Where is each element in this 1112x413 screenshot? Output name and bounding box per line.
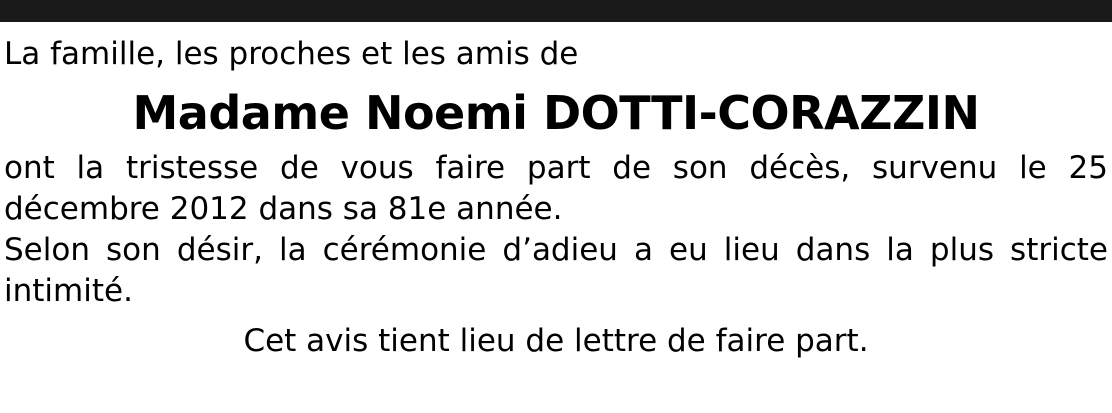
closing-line: Cet avis tient lieu de lettre de faire part. <box>243 323 869 359</box>
deceased-name: Madame Noemi DOTTI-CORAZZIN <box>132 86 980 140</box>
intro-line: La famille, les proches et les amis de <box>4 36 579 72</box>
notice-paragraph-1: ont la tristesse de vous faire part de son décès, survenu le 25 décembre 2012 dans sa 81e année. <box>4 150 1108 227</box>
notice-paragraphs <box>4 148 1108 312</box>
notice-paragraph-2: Selon son désir, la cérémonie d’adieu a eu lieu dans la plus stricte intimité. <box>4 232 1108 309</box>
notice-body <box>0 22 1112 362</box>
top-divider-rule <box>0 0 1112 22</box>
